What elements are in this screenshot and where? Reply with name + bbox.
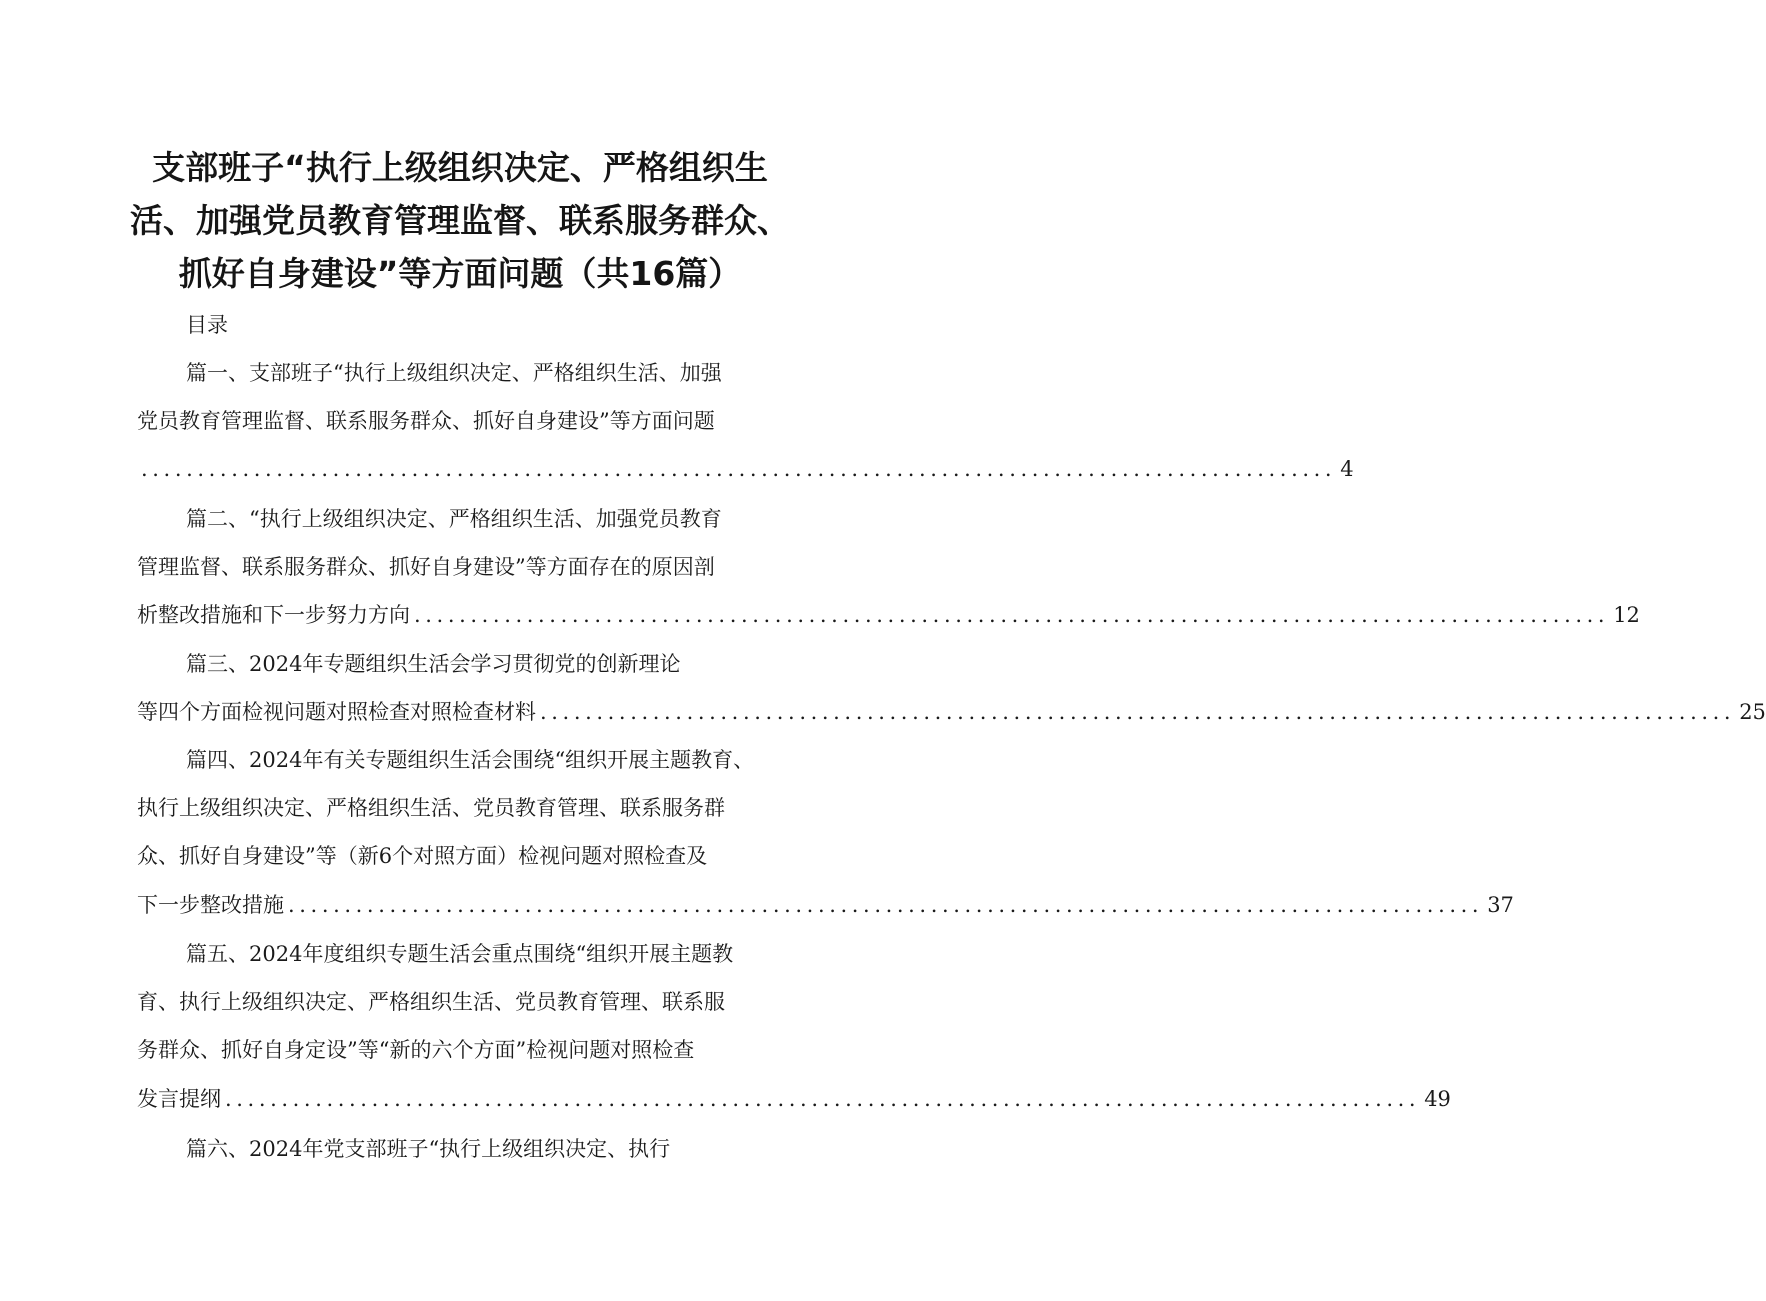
- page-number: 25: [1739, 700, 1766, 724]
- toc-entry-line: 篇六、2024年党支部班子“执行上级组织决定、执行: [186, 1137, 671, 1161]
- dot-leader: ..........................................................................................................: [141, 457, 1337, 481]
- toc-entry-line: 党员教育管理监督、联系服务群众、抓好自身建设”等方面问题: [137, 409, 715, 433]
- document-title: [120, 141, 800, 300]
- toc-entry-line: 篇二、“执行上级组织决定、严格组织生活、加强党员教育: [186, 507, 722, 531]
- page-number: 49: [1424, 1087, 1451, 1111]
- toc-entry-line: 篇一、支部班子“执行上级组织决定、严格组织生活、加强: [186, 361, 722, 385]
- toc-entry-line: 篇三、2024年专题组织生活会学习贯彻党的创新理论: [186, 652, 681, 676]
- title-line: 活、加强党员教育管理监督、联系服务群众、: [130, 201, 790, 240]
- toc-entry-leader-line[interactable]: [137, 1083, 1451, 1115]
- toc-entry-leader-line[interactable]: [137, 453, 1354, 485]
- page-number: 4: [1340, 457, 1354, 481]
- page-number: 12: [1613, 603, 1640, 627]
- toc-entry-line: 等四个方面检视问题对照检查对照检查材料: [137, 700, 536, 724]
- dot-leader: ..........................................................................................................: [414, 603, 1610, 627]
- title-line: 支部班子“执行上级组织决定、严格组织生: [152, 148, 768, 187]
- toc-entry-line: 务群众、抓好自身定设”等“新的六个方面”检视问题对照检查: [137, 1038, 695, 1062]
- toc-entry-leader-line[interactable]: [137, 696, 1766, 728]
- toc-entry-line: 管理监督、联系服务群众、抓好自身建设”等方面存在的原因剖: [137, 555, 715, 579]
- toc-entry-line: 析整改措施和下一步努力方向: [137, 603, 410, 627]
- title-line: 抓好自身建设”等方面问题（共16篇）: [178, 254, 742, 293]
- toc-heading: 目录: [186, 313, 228, 337]
- page-number: 37: [1487, 893, 1514, 917]
- toc-entry-leader-line[interactable]: [137, 599, 1640, 631]
- toc-entry-line: 发言提纲: [137, 1087, 221, 1111]
- dot-leader: ..........................................................................................................: [288, 893, 1484, 917]
- toc-entry-leader-line[interactable]: [137, 889, 1514, 921]
- toc-entry-line: 篇四、2024年有关专题组织生活会围绕“组织开展主题教育、: [186, 748, 755, 772]
- dot-leader: ..........................................................................................................: [540, 700, 1736, 724]
- dot-leader: ..........................................................................................................: [225, 1087, 1421, 1111]
- toc-entry-line: 篇五、2024年度组织专题生活会重点围绕“组织开展主题教: [186, 942, 734, 966]
- toc-entry-line: 下一步整改措施: [137, 893, 284, 917]
- toc-entry-line: 众、抓好自身建设”等（新6个对照方面）检视问题对照检查及: [137, 844, 708, 868]
- toc-entry-line: 育、执行上级组织决定、严格组织生活、党员教育管理、联系服: [137, 990, 725, 1014]
- toc-entry-line: 执行上级组织决定、严格组织生活、党员教育管理、联系服务群: [137, 796, 725, 820]
